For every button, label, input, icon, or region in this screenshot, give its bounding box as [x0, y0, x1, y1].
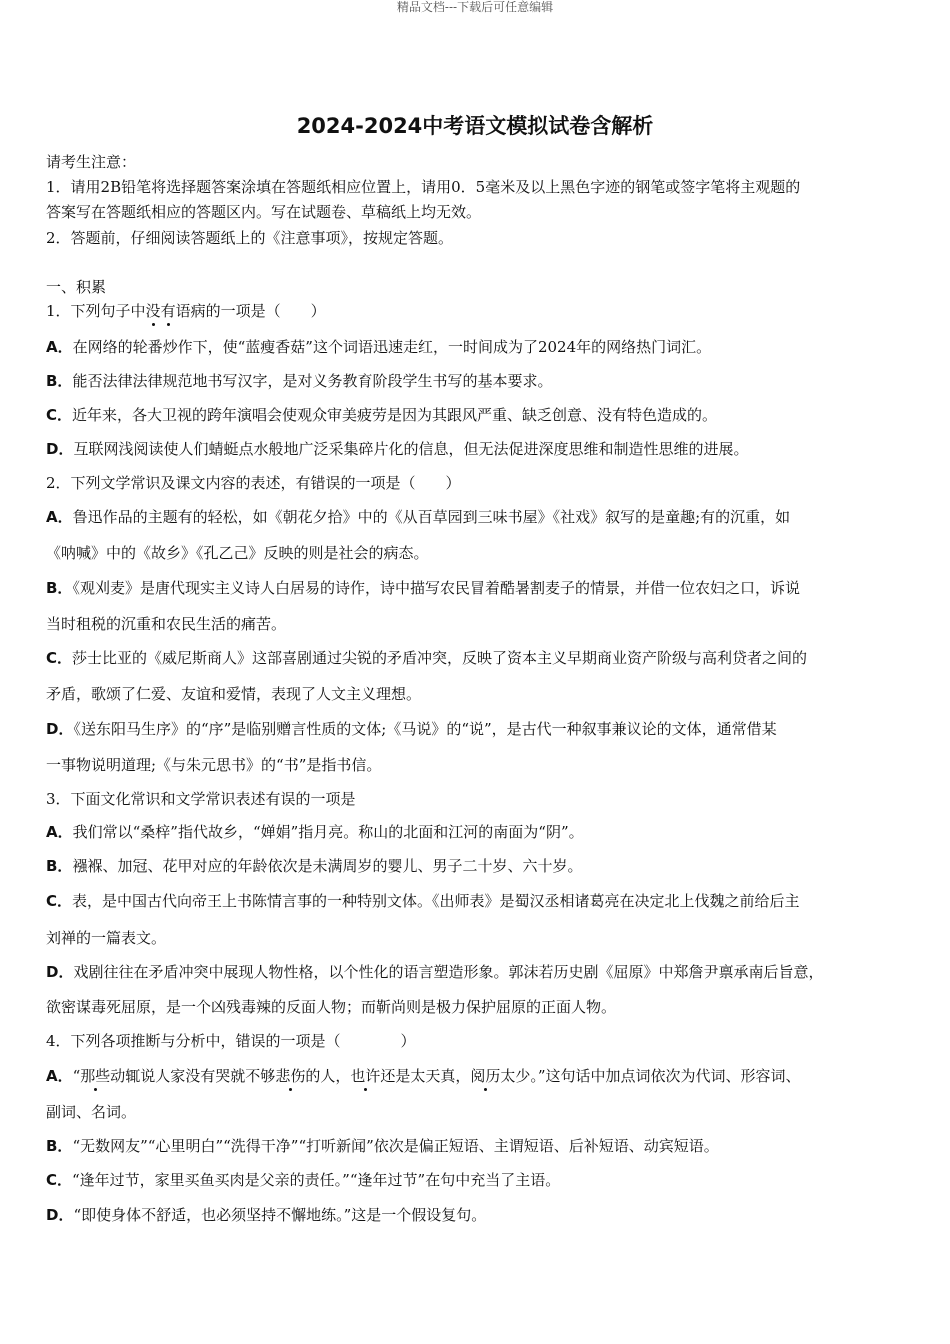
- q4-option-b-label: B．: [46, 1137, 73, 1155]
- q3-option-d-cont: 欲密谋毒死屈原，是一个凶残毒辣的反面人物；而靳尚则是极力保护屈原的正面人物。: [46, 998, 617, 1016]
- notice-line-1b: 答案写在答题纸相应的答题区内。写在试题卷、草稿纸上均无效。: [46, 203, 482, 221]
- q1-option-d: [46, 439, 906, 459]
- q4-dotted-word-3: 也许: [350, 1067, 381, 1085]
- q1-option-b-label: B．: [46, 372, 73, 390]
- q4-a-seg-2: 动辄说人家没有哭就不够: [110, 1067, 276, 1085]
- q2-option-a: [46, 507, 906, 527]
- q4-option-d-text: “即使身体不舒适，也必须坚持不懈地练。”这是一个假设复句。: [73, 1206, 487, 1224]
- q2-option-d-cont: 一事物说明道理;《与朱元思书》的“书”是指书信。: [46, 756, 382, 774]
- question-3-stem: 3．下面文化常识和文学常识表述有误的一项是: [46, 790, 356, 808]
- q2-option-b-label: B．: [46, 579, 73, 597]
- notice-line-2: 2．答题前，仔细阅读答题纸上的《注意事项》，按规定答题。: [46, 229, 454, 247]
- q4-option-a-cont: 副词、名词。: [46, 1103, 137, 1121]
- q1-dotted-char-1: 没: [145, 302, 161, 320]
- notice-line-1a: 1．请用2B铅笔将选择题答案涂填在答题纸相应位置上，请用0．5毫米及以上黑色字迹的钢笔或签字笔将主观题的: [46, 178, 801, 196]
- q2-option-d-label: D．: [46, 720, 74, 738]
- q4-a-seg-5: 太少。”这句话中加点词依次为代词、形容词、: [500, 1067, 801, 1085]
- q4-dotted-word-4: 阅历: [470, 1067, 501, 1085]
- q1-option-c-label: C．: [46, 406, 73, 424]
- q1-option-a-text: 在网络的轮番炒作下，使“蓝瘦香菇”这个词语迅速走红，一时间成为了2024年的网络热门词汇。: [72, 338, 712, 356]
- q3-option-d: [46, 962, 906, 982]
- q4-option-d-label: D．: [46, 1206, 74, 1224]
- q2-option-c-label: C．: [46, 649, 73, 667]
- q4-option-a: [46, 1066, 906, 1086]
- q4-option-c-text: “逢年过节，家里买鱼买肉是父亲的责任。”“逢年过节”在句中充当了主语。: [72, 1171, 561, 1189]
- q3-option-b: [46, 856, 906, 876]
- q3-option-a: [46, 822, 906, 842]
- question-2-stem: 2．下列文学常识及课文内容的表述，有错误的一项是（ ）: [46, 474, 461, 492]
- q1-stem-pre: 1．下列句子中: [46, 302, 146, 320]
- q3-option-c: [46, 891, 906, 911]
- q2-option-c-cont: 矛盾，歌颂了仁爱、友谊和爱情，表现了人文主义理想。: [46, 685, 422, 703]
- q2-option-c-text-1: 莎士比亚的《威尼斯商人》这部喜剧通过尖锐的矛盾冲突，反映了资本主义早期商业资产阶级与高利贷者之间的: [72, 649, 808, 667]
- q4-dotted-word-2: 悲伤: [275, 1067, 306, 1085]
- q2-option-b-text-1: 《观刈麦》是唐代现实主义诗人白居易的诗作，诗中描写农民冒着酷暑割麦子的情景，并借一位农妇之口，诉说: [72, 579, 800, 597]
- q4-option-d: [46, 1205, 906, 1225]
- q3-option-d-text-1: 戏剧往往在矛盾冲突中展现人物性格，以个性化的语言塑造形象。郭沫若历史剧《屈原》中郑詹尹禀承南后旨意，: [73, 963, 824, 981]
- page-title: 2024-2024中考语文模拟试卷含解析: [296, 114, 654, 138]
- q3-option-d-label: D．: [46, 963, 74, 981]
- q1-option-d-label: D．: [46, 440, 74, 458]
- q4-a-seg-4: 还是太天真，: [380, 1067, 471, 1085]
- q3-option-a-text: 我们常以“桑梓”指代故乡，“婵娟”指月亮。称山的北面和江河的南面为“阴”。: [72, 823, 584, 841]
- q4-option-a-label: A．: [46, 1067, 73, 1085]
- q1-dotted-char-2: 有: [160, 302, 176, 320]
- q3-option-c-label: C．: [46, 892, 73, 910]
- q2-option-c: [46, 648, 906, 668]
- section-heading: 一、积累: [46, 278, 107, 296]
- q4-option-c: [46, 1170, 906, 1190]
- q3-option-b-label: B．: [46, 857, 73, 875]
- q1-option-a: [46, 337, 906, 357]
- q3-option-c-cont: 刘禅的一篇表文。: [46, 929, 167, 947]
- q2-option-a-text-1: 鲁迅作品的主题有的轻松，如《朝花夕拾》中的《从百草园到三味书屋》《社戏》叙写的是童趣;有的沉重，如: [72, 508, 791, 526]
- header-note: 精品文档---下载后可任意编辑: [396, 0, 554, 14]
- question-1-stem: [46, 301, 906, 321]
- q3-option-b-text: 襁褓、加冠、花甲对应的年龄依次是未满周岁的婴儿、男子二十岁、六十岁。: [72, 857, 583, 875]
- q2-option-d: [46, 719, 906, 739]
- q2-option-b-cont: 当时租税的沉重和农民生活的痛苦。: [46, 615, 287, 633]
- q4-option-c-label: C．: [46, 1171, 73, 1189]
- q2-option-a-label: A．: [46, 508, 73, 526]
- q2-option-a-cont: 《呐喊》中的《故乡》《孔乙己》反映的则是社会的病态。: [46, 544, 429, 562]
- q1-option-b: [46, 371, 906, 391]
- q1-stem-post: 语病的一项是（ ）: [175, 302, 326, 320]
- q1-option-a-label: A．: [46, 338, 73, 356]
- q2-option-d-text-1: 《送东阳马生序》的“序”是临别赠言性质的文体;《马说》的“说”，是古代一种叙事兼议论的文体，通常借某: [73, 720, 777, 738]
- q3-option-a-label: A．: [46, 823, 73, 841]
- q4-a-seg-1: “: [72, 1067, 81, 1085]
- q4-option-b: [46, 1136, 906, 1156]
- q1-option-c: [46, 405, 906, 425]
- question-4-stem: 4．下列各项推断与分析中，错误的一项是（ ）: [46, 1032, 416, 1050]
- q4-option-b-text: “无数网友”“心里明白”“洗得干净”“打听新闻”依次是偏正短语、主谓短语、后补短语、动宾短语。: [72, 1137, 719, 1155]
- q2-option-b: [46, 578, 906, 598]
- q1-option-d-text: 互联网浅阅读使人们蜻蜓点水般地广泛采集碎片化的信息，但无法促进深度思维和制造性思维的进展。: [73, 440, 749, 458]
- q4-a-seg-3: 的人，: [305, 1067, 351, 1085]
- q3-option-c-text-1: 表，是中国古代向帝王上书陈情言事的一种特别文体。《出师表》是蜀汉丞相诸葛亮在决定北上伐魏之前给后主: [72, 892, 800, 910]
- q4-dotted-word-1: 那些: [80, 1067, 111, 1085]
- notice-heading: 请考生注意：: [46, 153, 137, 171]
- q1-option-c-text: 近年来，各大卫视的跨年演唱会使观众审美疲劳是因为其跟风严重、缺乏创意、没有特色造成的。: [72, 406, 718, 424]
- q1-option-b-text: 能否法律法律规范地书写汉字，是对义务教育阶段学生书写的基本要求。: [72, 372, 553, 390]
